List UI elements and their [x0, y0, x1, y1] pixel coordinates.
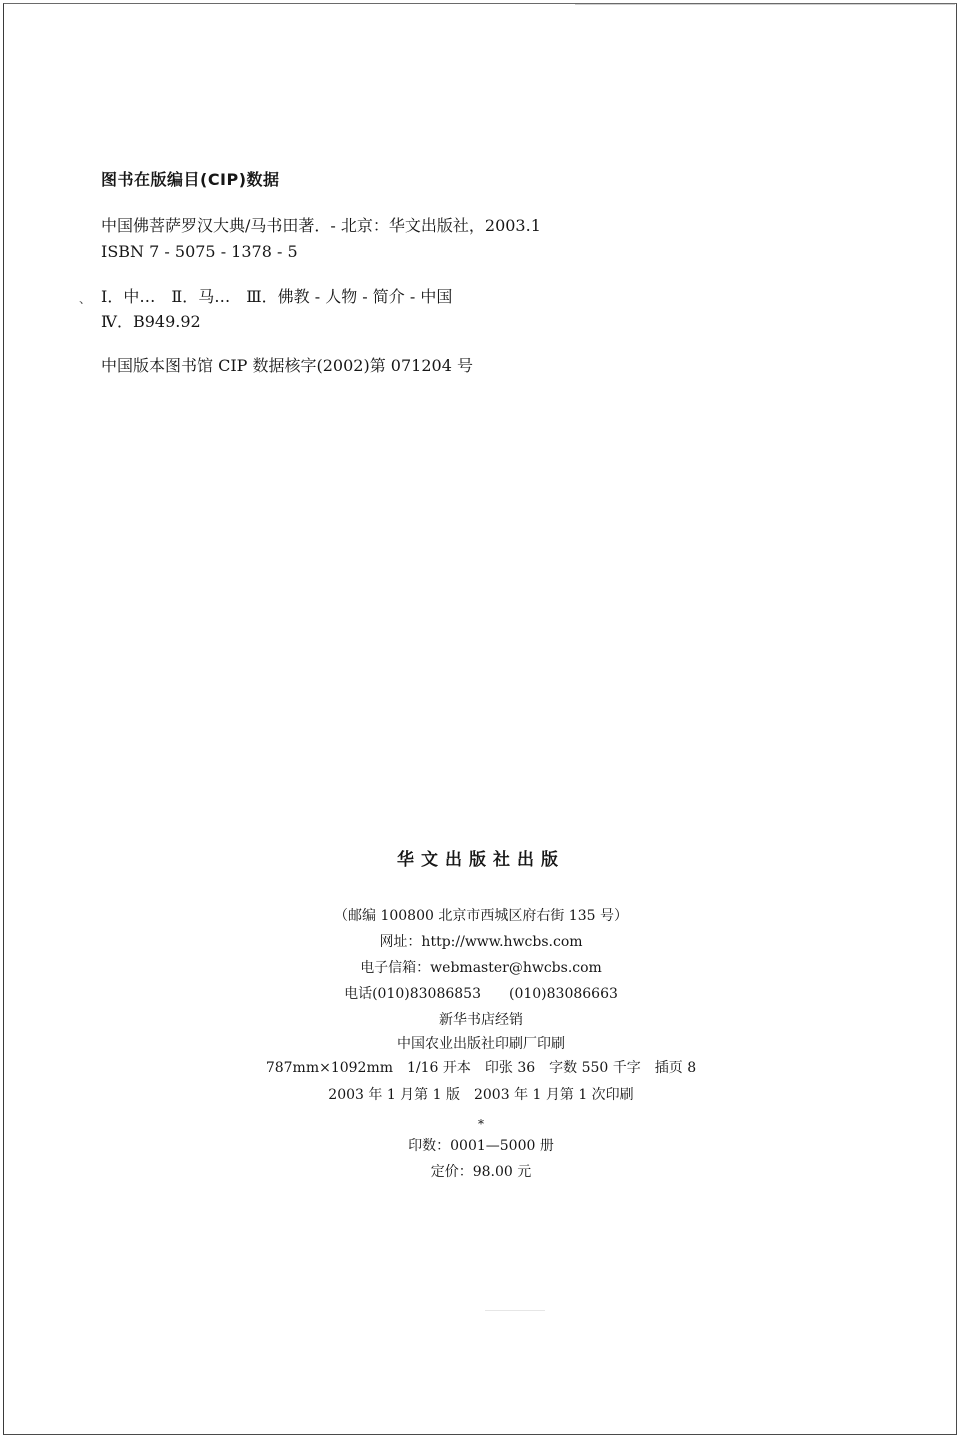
book-format: 787mm×1092mm 1/16 开本 印张 36 字数 550 千字 插页 8 — [265, 1060, 697, 1076]
scan-dot: 、 — [79, 292, 92, 306]
cip-subjects: Ⅰ．中… Ⅱ．马… Ⅲ．佛教 - 人物 - 简介 - 中国 — [101, 287, 453, 306]
distributor: 新华书店经销 — [439, 1012, 523, 1028]
cip-library-record: 中国版本图书馆 CIP 数据核字(2002)第 071204 号 — [101, 356, 473, 375]
cip-heading: 图书在版编目(CIP)数据 — [101, 170, 280, 189]
publisher-website: 网址：http://www.hwcbs.com — [379, 934, 583, 950]
publisher-name: 华文出版社出版 — [397, 850, 565, 870]
scan-mark-top — [575, 4, 955, 5]
publisher-email: 电子信箱：webmaster@hwcbs.com — [360, 960, 602, 976]
publisher-address: （邮编 100800 北京市西城区府右街 135 号） — [334, 908, 628, 924]
print-run: 印数：0001—5000 册 — [408, 1138, 554, 1154]
edition-info: 2003 年 1 月第 1 版 2003 年 1 月第 1 次印刷 — [328, 1087, 634, 1103]
cip-record: 中国佛菩萨罗汉大典/马书田著．- 北京：华文出版社，2003.1 — [101, 216, 541, 235]
scan-mark-bottom — [485, 1310, 545, 1311]
publisher-phone: 电话(010)83086853 (010)83086663 — [344, 986, 618, 1002]
printer: 中国农业出版社印刷厂印刷 — [397, 1036, 565, 1052]
separator-star: * — [478, 1117, 484, 1131]
cip-classification: Ⅳ．B949.92 — [101, 312, 201, 331]
price: 定价：98.00 元 — [430, 1164, 532, 1180]
cip-isbn: ISBN 7 - 5075 - 1378 - 5 — [101, 242, 298, 261]
